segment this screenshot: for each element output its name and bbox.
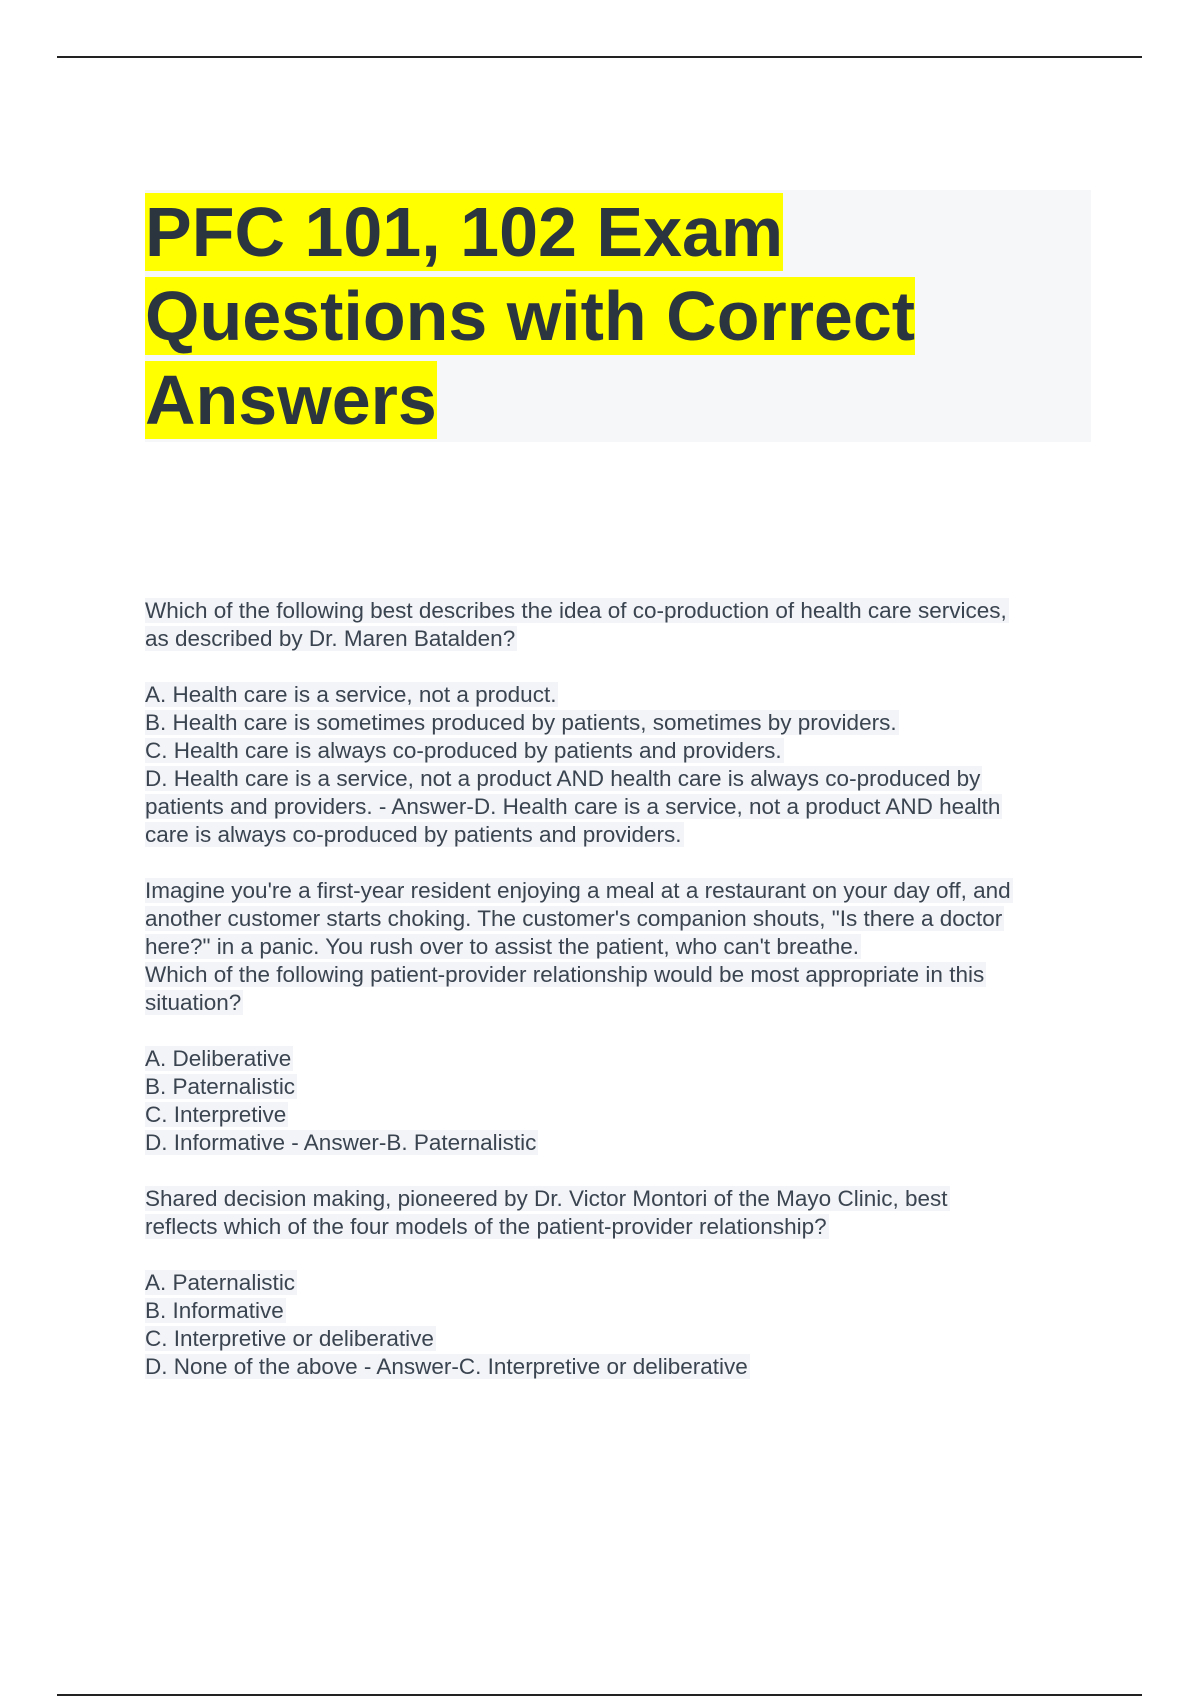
top-rule	[57, 56, 1142, 58]
questions-section	[145, 597, 1091, 1409]
title-block	[145, 190, 1091, 442]
question-3-option-line: A. Paternalistic	[145, 1270, 296, 1295]
question-2-option-line: A. Deliberative	[145, 1046, 292, 1071]
question-1-option-line: C. Health care is always co-produced by patients and providers.	[145, 738, 782, 763]
question-2-answer-line: D. Informative - Answer-B. Paternalistic	[145, 1130, 537, 1155]
question-2-prompt-line: here?" in a panic. You rush over to assist the patient, who can't breathe.	[145, 934, 859, 959]
question-2-prompt-line: Which of the following patient-provider relationship would be most appropriate in this	[145, 962, 985, 987]
question-1-option-line: B. Health care is sometimes produced by patients, sometimes by providers.	[145, 710, 897, 735]
question-1-prompt-line: as described by Dr. Maren Batalden?	[145, 626, 516, 651]
question-2-option-line: C. Interpretive	[145, 1102, 287, 1127]
question-1-options	[145, 681, 1091, 849]
question-3-prompt-line: Shared decision making, pioneered by Dr. Victor Montori of the Mayo Clinic, best	[145, 1186, 948, 1211]
question-3-option-line: C. Interpretive or deliberative	[145, 1326, 434, 1351]
question-3-prompt-line: reflects which of the four models of the patient-provider relationship?	[145, 1214, 827, 1239]
bottom-rule	[57, 1694, 1142, 1696]
question-3-options	[145, 1269, 1091, 1381]
question-3-prompt	[145, 1185, 1091, 1241]
title-line-2: Questions with Correct	[145, 277, 916, 355]
question-1-answer-line: care is always co-produced by patients and providers.	[145, 822, 682, 847]
question-3-option-line: B. Informative	[145, 1298, 284, 1323]
question-2-prompt	[145, 877, 1091, 1017]
question-2-options	[145, 1045, 1091, 1157]
question-1-option-line: D. Health care is a service, not a product AND health care is always co-produced by	[145, 766, 981, 791]
title-line-1: PFC 101, 102 Exam	[145, 193, 784, 271]
question-1-prompt-line: Which of the following best describes the idea of co-production of health care services,	[145, 598, 1007, 623]
question-1-prompt	[145, 597, 1091, 653]
question-2-prompt-line: another customer starts choking. The customer's companion shouts, "Is there a doctor	[145, 906, 1003, 931]
question-2-prompt-line: situation?	[145, 990, 242, 1015]
question-1-option-line: A. Health care is a service, not a product.	[145, 682, 557, 707]
question-1-answer-line: patients and providers. - Answer-D. Health care is a service, not a product AND health	[145, 794, 1001, 819]
question-2-prompt-line: Imagine you're a first-year resident enjoying a meal at a restaurant on your day off, and	[145, 878, 1011, 903]
question-2-option-line: B. Paternalistic	[145, 1074, 296, 1099]
question-3-answer-line: D. None of the above - Answer-C. Interpretive or deliberative	[145, 1354, 748, 1379]
title-line-3: Answers	[145, 361, 437, 439]
document-title	[145, 190, 1005, 442]
